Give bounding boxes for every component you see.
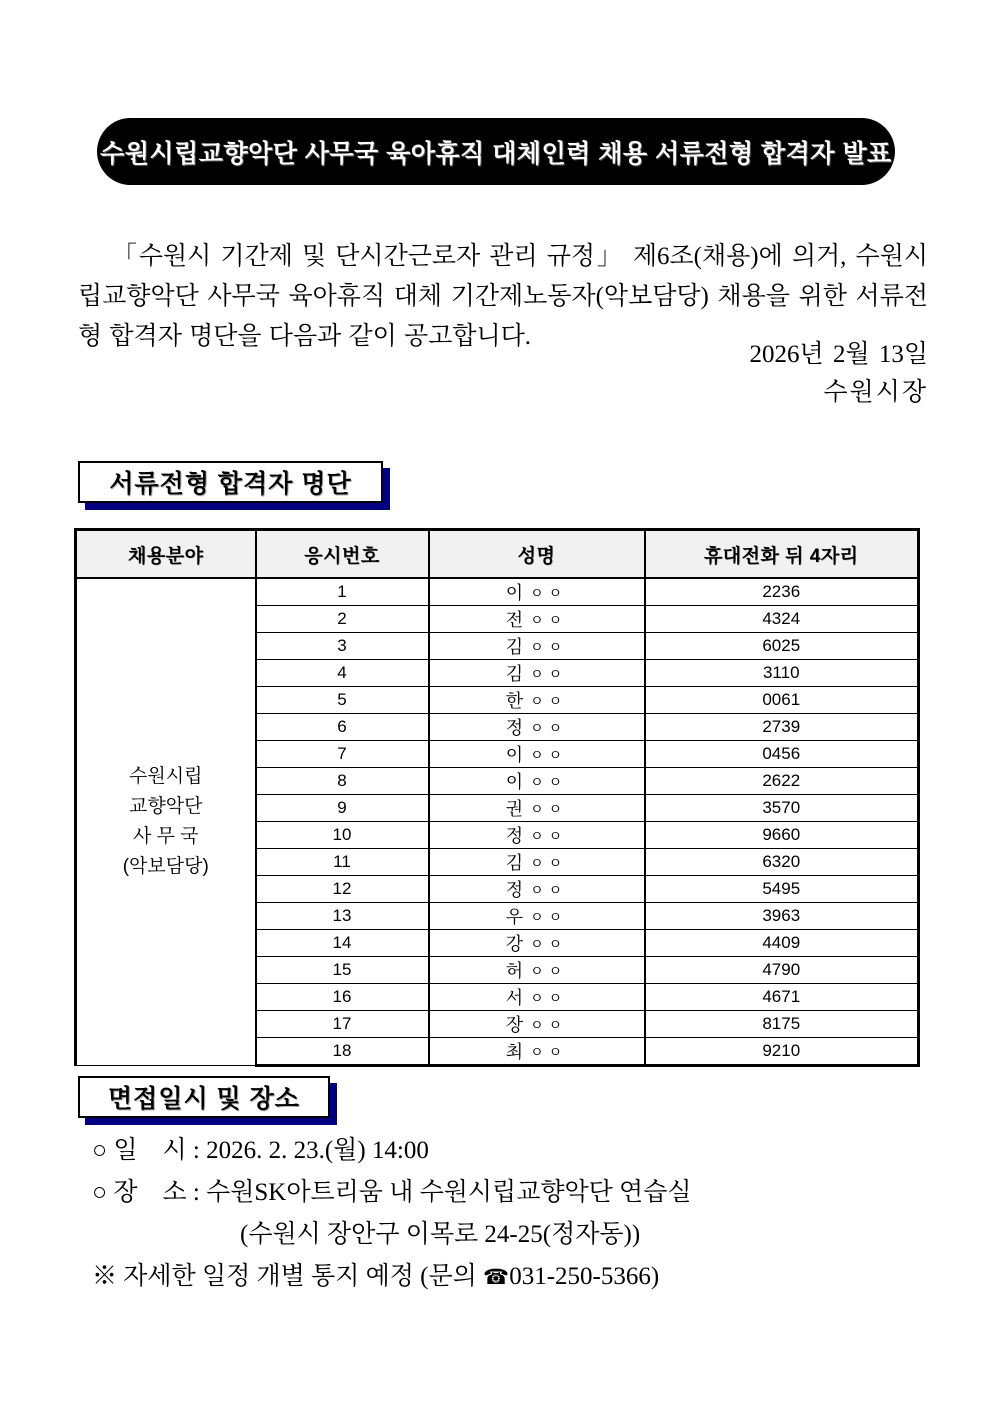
page-title: 수원시립교향악단 사무국 육아휴직 대체인력 채용 서류전형 합격자 발표 [100, 139, 892, 168]
column-header-field: 채용분야 [76, 530, 256, 579]
announcement-signer: 수원시장 [823, 379, 928, 406]
cell-applicant-number: 12 [256, 876, 429, 903]
cell-applicant-number: 14 [256, 930, 429, 957]
recruit-field-line: (악보담당) [122, 856, 209, 877]
cell-phone-last4: 4324 [645, 606, 919, 633]
interview-place: ○ 장 소 : 수원SK아트리움 내 수원시립교향악단 연습실 [92, 1179, 692, 1206]
name-surname: 허 [505, 961, 524, 981]
cell-phone-last4: 4790 [645, 957, 919, 984]
name-masked: ㅇㅇ [530, 963, 568, 979]
cell-name [429, 660, 645, 687]
name-surname: 전 [505, 610, 524, 630]
cell-name [429, 687, 645, 714]
name-surname: 김 [505, 637, 524, 657]
name-surname: 이 [505, 772, 524, 792]
cell-name [429, 849, 645, 876]
name-surname: 이 [505, 745, 524, 765]
cell-name [429, 578, 645, 606]
cell-applicant-number: 2 [256, 606, 429, 633]
section-heading-interview-label: 면접일시 및 장소 [108, 1085, 300, 1113]
document-title-banner [97, 118, 895, 185]
name-surname: 김 [505, 664, 524, 684]
section-heading-pass-list [78, 461, 383, 503]
cell-phone-last4: 2236 [645, 578, 919, 606]
name-surname: 장 [505, 1015, 524, 1035]
cell-phone-last4: 9210 [645, 1038, 919, 1066]
cell-phone-last4: 5495 [645, 876, 919, 903]
cell-phone-last4: 6025 [645, 633, 919, 660]
name-surname: 정 [505, 718, 524, 738]
cell-phone-last4: 3110 [645, 660, 919, 687]
table-body [76, 578, 919, 1066]
column-header-name: 성명 [429, 530, 645, 579]
interview-note-prefix: ※ 자세한 일정 개별 통지 예정 (문의 [92, 1263, 484, 1290]
cell-applicant-number: 18 [256, 1038, 429, 1066]
name-surname: 김 [505, 853, 524, 873]
cell-name [429, 606, 645, 633]
cell-phone-last4: 6320 [645, 849, 919, 876]
name-masked: ㅇㅇ [530, 909, 568, 925]
cell-applicant-number: 1 [256, 578, 429, 606]
pass-list-table [74, 528, 920, 1067]
cell-applicant-number: 6 [256, 714, 429, 741]
cell-applicant-number: 7 [256, 741, 429, 768]
name-surname: 강 [505, 934, 524, 954]
cell-phone-last4: 4671 [645, 984, 919, 1011]
recruit-field-line: 사 무 국 [132, 826, 199, 847]
cell-recruit-field [76, 578, 256, 1066]
cell-name [429, 957, 645, 984]
cell-name [429, 984, 645, 1011]
name-masked: ㅇㅇ [530, 936, 568, 952]
recruit-field-line: 교향악단 [129, 796, 203, 817]
cell-applicant-number: 4 [256, 660, 429, 687]
name-surname: 이 [505, 583, 524, 603]
cell-name [429, 876, 645, 903]
interview-datetime: ○ 일 시 : 2026. 2. 23.(월) 14:00 [92, 1137, 429, 1164]
name-masked: ㅇㅇ [530, 720, 568, 736]
name-surname: 한 [505, 691, 524, 711]
name-surname: 우 [505, 907, 524, 927]
cell-applicant-number: 11 [256, 849, 429, 876]
cell-phone-last4: 9660 [645, 822, 919, 849]
cell-name [429, 903, 645, 930]
name-surname: 최 [505, 1042, 524, 1062]
cell-applicant-number: 15 [256, 957, 429, 984]
cell-name [429, 633, 645, 660]
interview-note-phone: 031-250-5366) [509, 1263, 660, 1290]
name-masked: ㅇㅇ [530, 774, 568, 790]
name-masked: ㅇㅇ [530, 855, 568, 871]
name-surname: 권 [505, 799, 524, 819]
cell-phone-last4: 3963 [645, 903, 919, 930]
cell-phone-last4: 0061 [645, 687, 919, 714]
name-masked: ㅇㅇ [530, 693, 568, 709]
cell-phone-last4: 4409 [645, 930, 919, 957]
cell-phone-last4: 2622 [645, 768, 919, 795]
cell-applicant-number: 16 [256, 984, 429, 1011]
cell-name [429, 1038, 645, 1066]
cell-name [429, 822, 645, 849]
name-surname: 정 [505, 826, 524, 846]
name-masked: ㅇㅇ [530, 639, 568, 655]
column-header-phone-last4: 휴대전화 뒤 4자리 [645, 530, 919, 579]
intro-paragraph: 「수원시 기간제 및 단시간근로자 관리 규정」 제6조(채용)에 의거, 수원시립교향악단 사무국 육아휴직 대체 기간제노동자(악보담당) 채용을 위한 서류전형 합격자 명단을 다음과 같이 공고합니다. [78, 243, 928, 350]
cell-name [429, 1011, 645, 1038]
name-masked: ㅇㅇ [530, 1044, 568, 1060]
name-surname: 서 [505, 988, 524, 1008]
section-heading-interview [78, 1076, 330, 1118]
interview-address: (수원시 장안구 이목로 24-25(정자동)) [240, 1221, 641, 1248]
name-masked: ㅇㅇ [530, 666, 568, 682]
cell-name [429, 741, 645, 768]
name-masked: ㅇㅇ [530, 747, 568, 763]
table-row [76, 578, 919, 606]
cell-applicant-number: 5 [256, 687, 429, 714]
name-masked: ㅇㅇ [530, 990, 568, 1006]
cell-phone-last4: 8175 [645, 1011, 919, 1038]
announcement-date: 2026년 2월 13일 [749, 341, 928, 368]
cell-phone-last4: 0456 [645, 741, 919, 768]
name-masked: ㅇㅇ [530, 801, 568, 817]
name-masked: ㅇㅇ [530, 612, 568, 628]
cell-phone-last4: 2739 [645, 714, 919, 741]
table-header-row [76, 530, 919, 579]
cell-applicant-number: 8 [256, 768, 429, 795]
cell-applicant-number: 3 [256, 633, 429, 660]
section-heading-pass-list-label: 서류전형 합격자 명단 [109, 470, 352, 498]
cell-applicant-number: 13 [256, 903, 429, 930]
column-header-applicant-number: 응시번호 [256, 530, 429, 579]
name-masked: ㅇㅇ [530, 585, 568, 601]
name-masked: ㅇㅇ [530, 1017, 568, 1033]
recruit-field-line: 수원시립 [129, 766, 203, 787]
cell-phone-last4: 3570 [645, 795, 919, 822]
cell-name [429, 795, 645, 822]
cell-name [429, 930, 645, 957]
cell-applicant-number: 10 [256, 822, 429, 849]
name-surname: 정 [505, 880, 524, 900]
interview-details [92, 1130, 942, 1298]
cell-name [429, 714, 645, 741]
cell-applicant-number: 17 [256, 1011, 429, 1038]
cell-applicant-number: 9 [256, 795, 429, 822]
name-masked: ㅇㅇ [530, 828, 568, 844]
cell-name [429, 768, 645, 795]
name-masked: ㅇㅇ [530, 882, 568, 898]
interview-note [92, 1256, 942, 1298]
telephone-icon: ☎ [483, 1265, 510, 1289]
